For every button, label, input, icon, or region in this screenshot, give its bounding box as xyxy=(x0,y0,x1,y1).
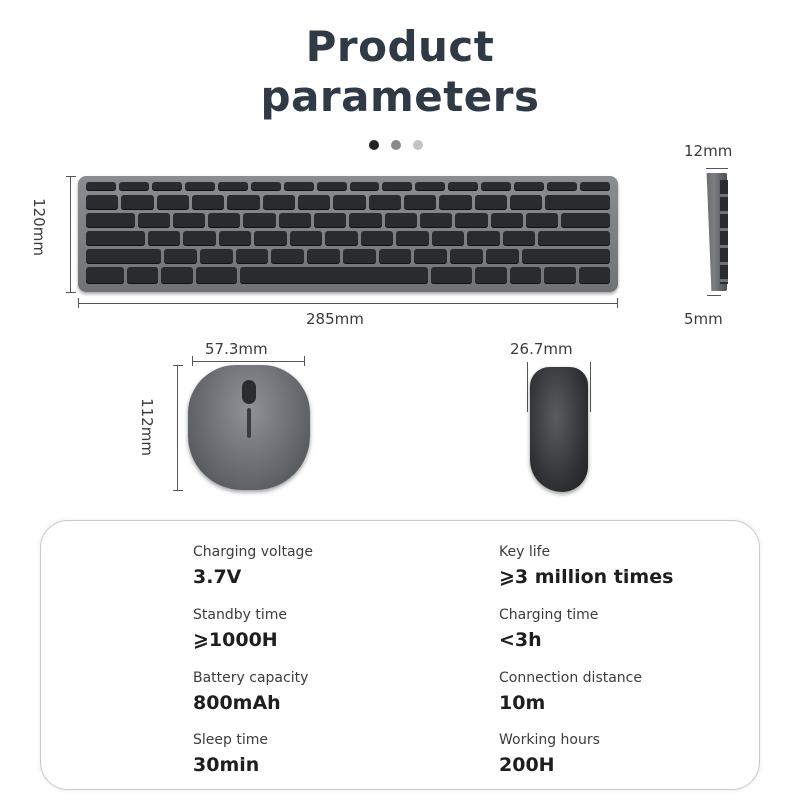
specs-panel xyxy=(40,520,760,790)
carousel-dot-1[interactable] xyxy=(369,140,379,150)
keyboard-width-tick-right xyxy=(617,298,618,308)
keyboard-thickness-top-line xyxy=(706,168,728,169)
keyboard-height-tick-top xyxy=(66,176,76,177)
spec-label: Charging voltage xyxy=(193,544,314,560)
keyboard-height-tick-bottom xyxy=(66,292,76,293)
mouse-length-tick-top xyxy=(173,365,183,366)
keyboard-thickness-top-label: 12mm xyxy=(684,142,733,160)
spec-label: Key life xyxy=(499,544,551,560)
mouse-length-label: 112mm xyxy=(137,398,156,456)
spec-value: 30min xyxy=(193,754,260,776)
spec-value: 200H xyxy=(499,754,555,776)
mouse-width-label: 57.3mm xyxy=(205,340,268,358)
mouse-side-image xyxy=(530,367,588,492)
spec-label: Working hours xyxy=(499,732,600,748)
keyboard-thickness-bottom-label: 5mm xyxy=(684,310,723,328)
mouse-width-line xyxy=(192,361,304,362)
mouse-length-tick-bottom xyxy=(173,490,183,491)
keyboard-width-label: 285mm xyxy=(306,310,364,328)
mouse-length-line xyxy=(177,365,178,490)
mouse-width-tick-right xyxy=(304,356,305,366)
spec-value: ⩾3 million times xyxy=(499,566,674,588)
spec-connection-distance xyxy=(499,669,642,716)
spec-label: Connection distance xyxy=(499,670,642,686)
keyboard-row-numbers xyxy=(86,195,610,210)
carousel-dot-3[interactable] xyxy=(413,140,423,150)
keyboard-image xyxy=(78,176,618,292)
keyboard-height-line xyxy=(70,176,71,292)
spec-label: Battery capacity xyxy=(193,670,309,686)
spec-label: Charging time xyxy=(499,607,599,623)
spec-value: 3.7V xyxy=(193,566,242,588)
spec-sleep-time xyxy=(193,731,268,778)
keyboard-row-function xyxy=(86,182,610,191)
spec-value: 800mAh xyxy=(193,692,281,714)
mouse-center-seam xyxy=(247,408,251,438)
mouse-height-line-right xyxy=(590,362,591,412)
keyboard-row-qwerty xyxy=(86,213,610,228)
spec-label: Sleep time xyxy=(193,732,268,748)
spec-value: 10m xyxy=(499,692,546,714)
carousel-dots xyxy=(369,140,423,150)
mouse-width-tick-left xyxy=(192,356,193,366)
keyboard-side-keys xyxy=(720,180,728,284)
keyboard-height-label: 120mm xyxy=(29,198,48,256)
keyboard-row-bottom xyxy=(86,267,610,284)
page-title xyxy=(0,22,800,122)
title-line-1: Product xyxy=(305,22,495,71)
spec-key-life xyxy=(499,543,673,590)
keyboard-row-home xyxy=(86,231,610,246)
spec-charging-voltage xyxy=(193,543,313,590)
spec-label: Standby time xyxy=(193,607,287,623)
keyboard-width-tick-left xyxy=(78,298,79,308)
carousel-dot-2[interactable] xyxy=(391,140,401,150)
spec-value: <3h xyxy=(499,629,542,651)
mouse-scroll-wheel xyxy=(242,380,256,404)
mouse-height-label: 26.7mm xyxy=(510,340,573,358)
spec-working-hours xyxy=(499,731,600,778)
keyboard-row-shift xyxy=(86,249,610,264)
title-line-2: parameters xyxy=(260,72,540,121)
spec-standby-time xyxy=(193,606,287,653)
mouse-height-line-left xyxy=(527,362,528,412)
spec-battery-capacity xyxy=(193,669,308,716)
keyboard-width-line xyxy=(78,303,618,304)
spec-value: ⩾1000H xyxy=(193,629,278,651)
spec-charging-time xyxy=(499,606,598,653)
keyboard-thickness-bottom-line xyxy=(707,295,721,296)
